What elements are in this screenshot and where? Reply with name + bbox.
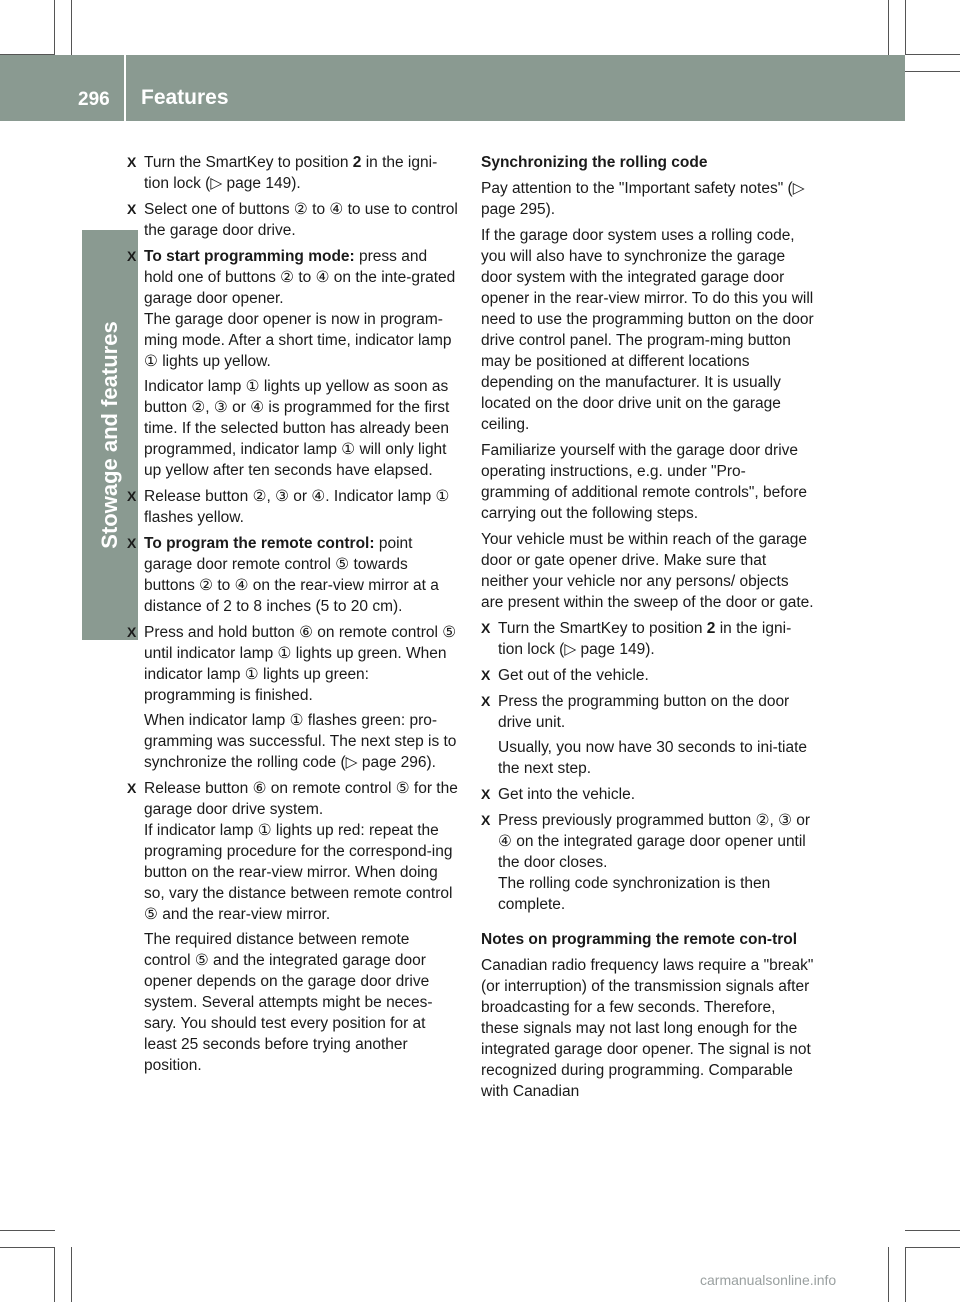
step-text: To program the remote control: point garage door remote control ⑤ towards buttons ② to ④ on the rear-view mirror at a distance of 2 to 8 inches (5 to 20 cm). [144, 535, 439, 615]
sync-paragraph: Familiarize yourself with the garage door drive operating instructions, e.g. under "Pro-gramming of additional remote controls", before carrying out the following steps. [481, 442, 807, 522]
crop-mark [905, 1247, 906, 1302]
sync-step [481, 810, 814, 915]
notes-paragraph: Canadian radio frequency laws require a "break" (or interruption) of the transmission signals after broadcasting for a few seconds. Therefore, these signals may not last long enough for the integrated garage door opener. The signal is not recognized during programming. Comparable with Canadian [481, 957, 814, 1100]
step-bullet-icon: X [127, 780, 137, 796]
sync-heading: Synchronizing the rolling code [481, 154, 708, 171]
watermark: carmanualsonline.info [700, 1272, 837, 1288]
step-bullet-icon: X [127, 201, 137, 217]
step-text: Get into the vehicle. [498, 786, 635, 803]
step-bullet-icon: X [481, 693, 491, 709]
crop-mark [905, 0, 906, 55]
right-column [481, 152, 814, 1107]
crop-mark [905, 54, 960, 55]
crop-mark [54, 1247, 55, 1302]
step-bullet-icon: X [481, 786, 491, 802]
crop-mark [0, 1230, 55, 1231]
step-text: Indicator lamp ① lights up yellow as soon as button ②, ③ or ④ is programmed for the first time. If the selected button has already been programmed, indicator lamp ① will only light up yellow after ten seconds have elapsed. [144, 378, 450, 479]
step-bullet-icon: X [127, 624, 137, 640]
sync-paragraph: Pay attention to the "Important safety notes" (▷ page 295). [481, 180, 805, 218]
step-bullet-icon: X [481, 620, 491, 636]
sync-step [481, 665, 814, 686]
sync-paragraph: Your vehicle must be within reach of the garage door or gate opener drive. Make sure that neither your vehicle nor any persons/ objects are present within the sweep of the door or gate. [481, 531, 814, 611]
sync-step [481, 784, 814, 805]
page-header [0, 55, 905, 121]
sync-steps [481, 618, 814, 915]
step-bullet-icon: X [127, 535, 137, 551]
crop-mark [905, 1247, 960, 1248]
left-step [127, 778, 460, 1076]
step-text: Get out of the vehicle. [498, 667, 649, 684]
step-text: Release button ②, ③ or ④. Indicator lamp ① flashes yellow. [144, 488, 450, 526]
crop-mark [71, 1247, 72, 1302]
left-column [127, 152, 460, 1081]
crop-mark [888, 1247, 889, 1302]
step-bullet-icon: X [481, 812, 491, 828]
step-text: Turn the SmartKey to position 2 in the igni-tion lock (▷ page 149). [498, 620, 792, 658]
sync-step [481, 618, 814, 660]
step-text: The required distance between remote control ⑤ and the integrated garage door opener depends on the garage door drive system. Several attempts might be neces-sary. You should test every position for at least 25 seconds before trying another position. [144, 931, 433, 1074]
crop-mark [71, 0, 72, 55]
step-bullet-icon: X [127, 248, 137, 264]
left-step [127, 246, 460, 481]
step-text: Press previously programmed button ②, ③ or ④ on the integrated garage door opener until the door closes. The rolling code synchronization is then complete. [498, 812, 811, 913]
step-text: Select one of buttons ② to ④ to use to control the garage door drive. [144, 201, 458, 239]
left-step [127, 152, 460, 194]
crop-mark [905, 71, 960, 72]
step-text: When indicator lamp ① flashes green: pro-gramming was successful. The next step is to synchronize the rolling code (▷ page 296). [144, 712, 457, 771]
chapter-label: Stowage and features [97, 321, 122, 549]
left-step [127, 622, 460, 773]
left-step [127, 486, 460, 528]
crop-mark [0, 1247, 55, 1248]
left-step [127, 199, 460, 241]
step-text: Release button ⑥ on remote control ⑤ for the garage door drive system. If indicator lamp ① lights up red: repeat the programing procedure for the correspond-ing button on the rear-view mirror. When doing so, vary the distance between remote control ⑤ and the rear-view mirror. [144, 780, 458, 923]
step-text: Usually, you now have 30 seconds to ini-tiate the next step. [498, 739, 808, 777]
step-text: To start programming mode: press and hold one of buttons ② to ④ on the inte-grated garage door opener. The garage door opener is now in program-ming mode. After a short time, indicator lamp ① lights up yellow. [144, 248, 456, 370]
sync-step [481, 691, 814, 779]
step-text: Press the programming button on the door drive unit. [498, 693, 790, 731]
crop-mark [905, 1230, 960, 1231]
step-text: Press and hold button ⑥ on remote control ⑤ until indicator lamp ① lights up green. When indicator lamp ① lights up green: programming is finished. [144, 624, 457, 704]
step-bullet-icon: X [481, 667, 491, 683]
notes-heading: Notes on programming the remote con-trol [481, 931, 798, 948]
step-bullet-icon: X [127, 488, 137, 504]
crop-mark [54, 0, 55, 55]
page-number-box [0, 55, 126, 121]
left-step [127, 533, 460, 617]
step-bullet-icon: X [127, 154, 137, 170]
crop-mark [888, 0, 889, 55]
page-number: 296 [78, 89, 110, 110]
section-title: Features [141, 86, 229, 109]
sync-paragraphs [481, 178, 814, 613]
sync-paragraph: If the garage door system uses a rolling code, you will also have to synchronize the garage door system with the integrated garage door opener in the rear-view mirror. To do this you will need to use the programming button on the door drive control panel. The program-ming button may be positioned at different locations depending on the manufacturer. It is usually located on the door drive unit on the garage ceiling. [481, 227, 814, 433]
step-text: Turn the SmartKey to position 2 in the igni-tion lock (▷ page 149). [144, 154, 438, 192]
